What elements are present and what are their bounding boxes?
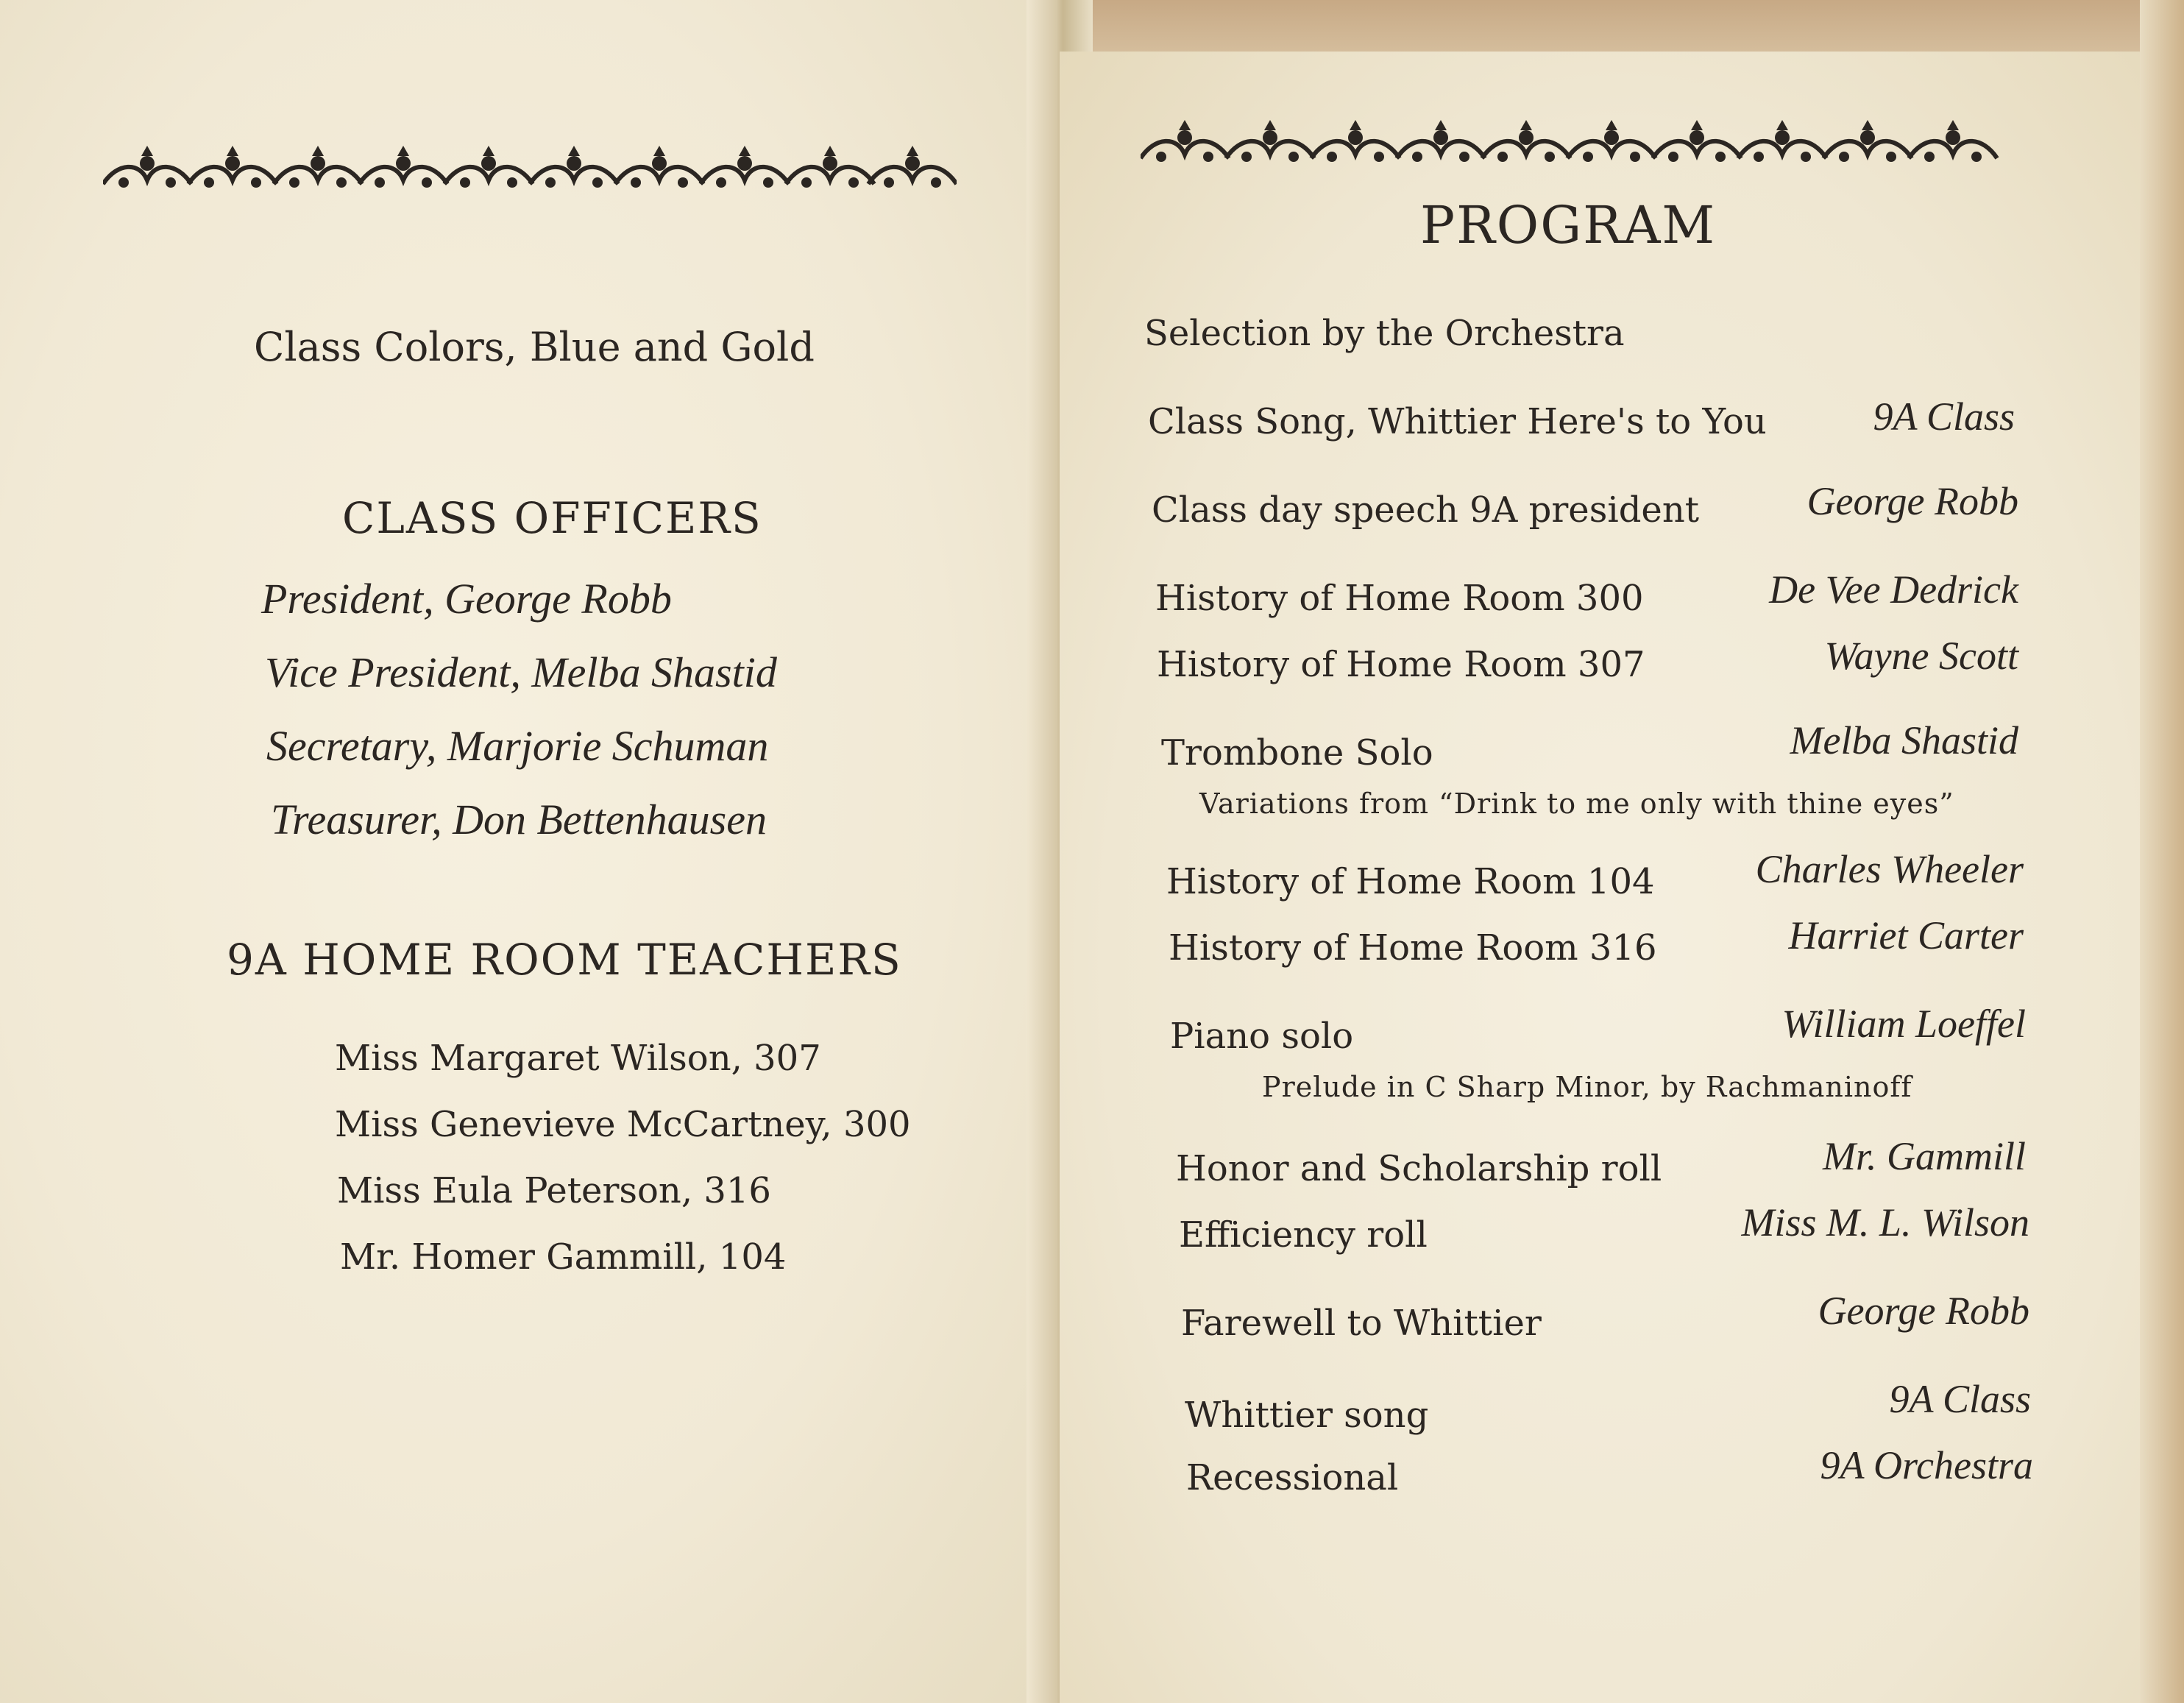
program-item-title: Selection by the Orchestra: [1144, 313, 1625, 354]
program-item-title: Trombone Solo: [1161, 732, 1433, 773]
program-item-performer: George Robb: [1818, 1289, 2029, 1333]
program-item-title: Whittier song: [1185, 1395, 1429, 1436]
officer-vice-president: Vice President, Melba Shastid: [265, 648, 777, 696]
program-item-performer: Miss M. L. Wilson: [1741, 1200, 2029, 1244]
officer-secretary: Secretary, Marjorie Schuman: [266, 722, 769, 770]
program-item-title: Class Song, Whittier Here's to You: [1148, 401, 1767, 442]
program-item-subtitle: Prelude in C Sharp Minor, by Rachmaninoff: [1262, 1071, 1912, 1103]
program-item-title: Honor and Scholarship roll: [1176, 1148, 1662, 1189]
program-item-performer: 9A Class: [1873, 394, 2015, 439]
class-officers-heading: CLASS OFFICERS: [342, 493, 762, 543]
program-item-title: History of Home Room 316: [1169, 927, 1657, 969]
program-item-title: Class day speech 9A president: [1152, 489, 1700, 531]
program-heading: PROGRAM: [1420, 195, 1717, 255]
program-item-performer: William Loeffel: [1781, 1002, 2026, 1046]
right-page: [1060, 52, 2184, 1703]
program-item-title: Recessional: [1186, 1457, 1399, 1498]
floral-border-icon: [1141, 107, 2009, 173]
program-item-performer: 9A Class: [1889, 1377, 2031, 1421]
teacher-item: Miss Eula Peterson, 316: [337, 1170, 771, 1211]
left-page: [0, 0, 1039, 1703]
program-item-performer: 9A Orchestra: [1820, 1443, 2033, 1487]
program-item-performer: George Robb: [1807, 479, 2018, 523]
program-item-title: History of Home Room 300: [1155, 578, 1644, 619]
program-item-title: Piano solo: [1170, 1016, 1354, 1057]
officer-president: President, George Robb: [261, 575, 672, 623]
program-item-performer: Mr. Gammill: [1822, 1134, 2026, 1178]
program-item-title: History of Home Room 104: [1166, 861, 1655, 902]
program-item-title: History of Home Room 307: [1157, 644, 1645, 685]
program-item-performer: Wayne Scott: [1824, 634, 2018, 678]
teacher-item: Mr. Homer Gammill, 104: [340, 1236, 787, 1278]
class-colors: Class Colors, Blue and Gold: [254, 324, 815, 370]
teacher-item: Miss Margaret Wilson, 307: [335, 1038, 821, 1079]
program-item-title: Efficiency roll: [1179, 1214, 1428, 1256]
program-item-subtitle: Variations from “Drink to me only with thine eyes”: [1199, 787, 1954, 820]
program-item-performer: Harriet Carter: [1788, 913, 2024, 957]
teachers-heading: 9A HOME ROOM TEACHERS: [227, 935, 902, 985]
page-edge: [2140, 0, 2184, 1703]
program-item-performer: Melba Shastid: [1790, 718, 2018, 762]
teacher-item: Miss Genevieve McCartney, 300: [335, 1104, 911, 1145]
floral-border-icon: [103, 132, 957, 199]
program-item-performer: Charles Wheeler: [1755, 847, 2024, 891]
program-item-title: Farewell to Whittier: [1181, 1303, 1542, 1344]
program-item-performer: De Vee Dedrick: [1769, 567, 2018, 612]
officer-treasurer: Treasurer, Don Bettenhausen: [271, 796, 767, 843]
